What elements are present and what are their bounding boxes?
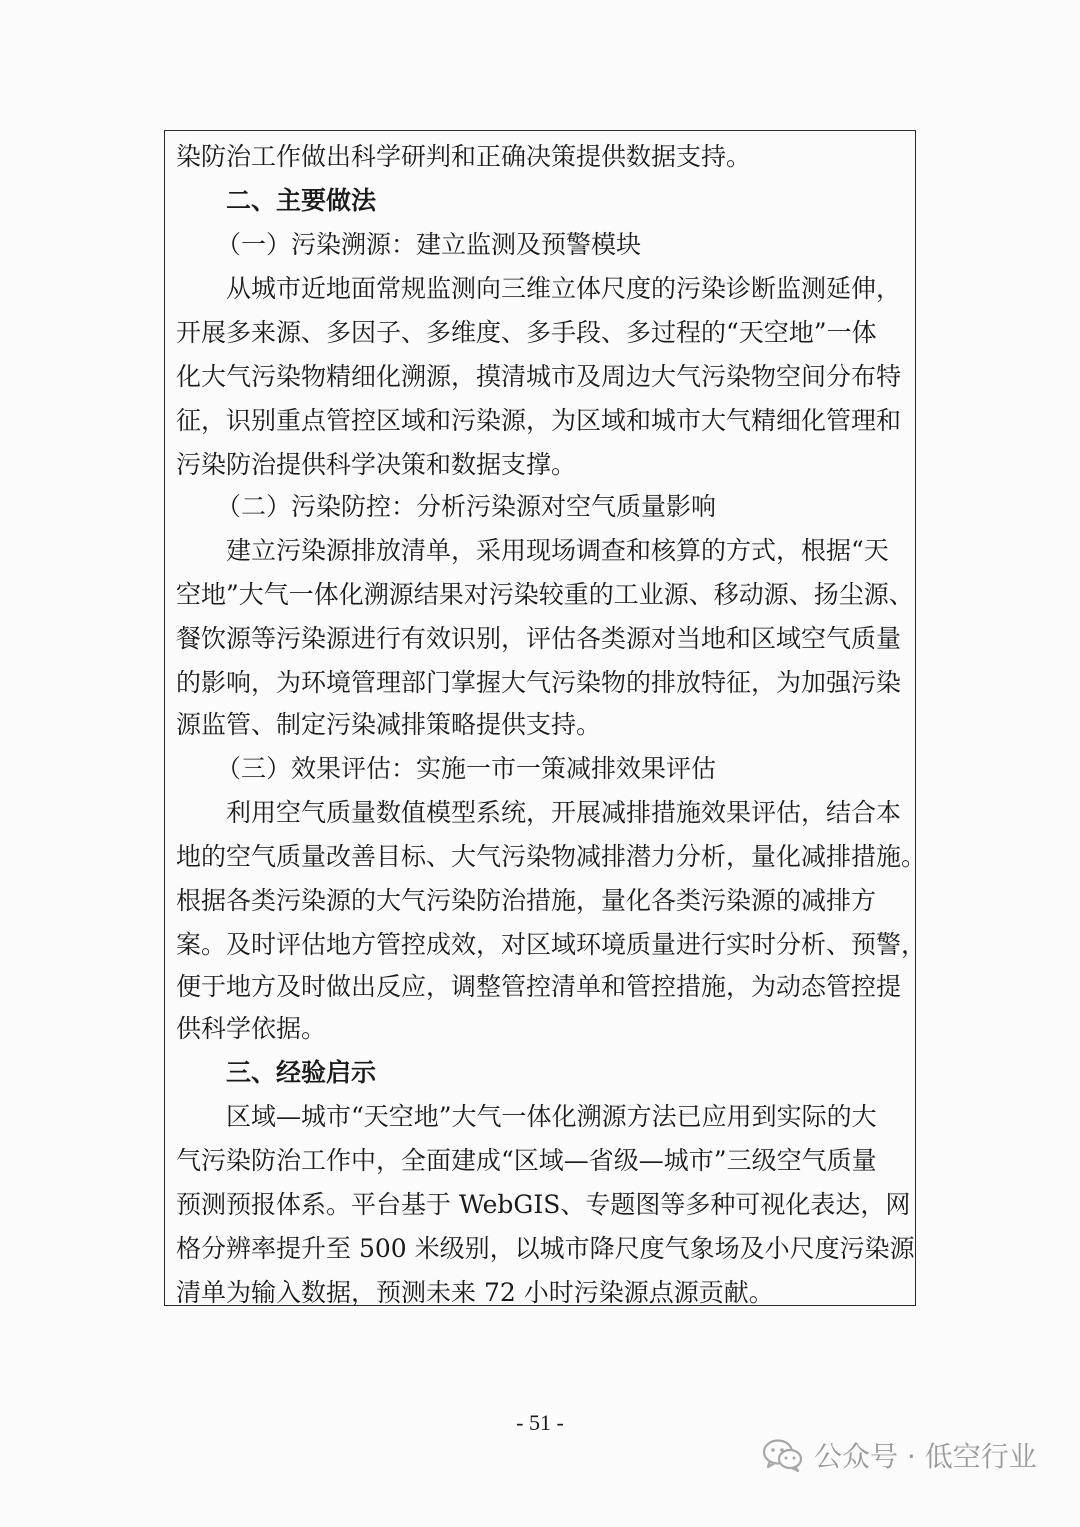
text-line: 染防治工作做出科学研判和正确决策提供数据支持。 <box>176 142 752 171</box>
watermark-text: 公众号 · 低空行业 <box>814 1440 1037 1473</box>
subsection-heading: （一）污染溯源：建立监测及预警模块 <box>216 230 642 259</box>
text-line: 建立污染源排放清单，采用现场调查和核算的方式，根据“天 <box>226 536 889 565</box>
text-line: 供科学依据。 <box>176 1014 327 1043</box>
watermark <box>762 1430 1037 1480</box>
text-line: 案。及时评估地方管控成效，对区域环境质量进行实时分析、预警， <box>176 930 927 959</box>
text-line: 的影响，为环境管理部门掌握大气污染物的排放特征，为加强污染 <box>176 668 902 697</box>
text-line: 利用空气质量数值模型系统，开展减排措施效果评估，结合本 <box>226 798 902 827</box>
text-line: 清单为输入数据，预测未来 72 小时污染源点源贡献。 <box>176 1278 774 1307</box>
text-line: 预测预报体系。平台基于 WebGIS、专题图等多种可视化表达，网 <box>176 1190 911 1219</box>
wechat-icon <box>762 1437 804 1473</box>
section-heading: 二、主要做法 <box>226 186 377 215</box>
text-line: 化大气污染物精细化溯源，摸清城市及周边大气污染物空间分布特 <box>176 362 902 391</box>
subsection-heading: （二）污染防控：分析污染源对空气质量影响 <box>216 492 717 521</box>
text-line: 区域—城市“天空地”大气一体化溯源方法已应用到实际的大 <box>226 1102 877 1131</box>
subsection-heading: （三）效果评估：实施一市一策减排效果评估 <box>216 754 717 783</box>
section-heading: 三、经验启示 <box>226 1058 377 1087</box>
text-line: 空地”大气一体化溯源结果对污染较重的工业源、移动源、扬尘源、 <box>176 580 914 609</box>
text-line: 根据各类污染源的大气污染防治措施，量化各类污染源的减排方 <box>176 886 877 915</box>
text-line: 气污染防治工作中，全面建成“区域—省级—城市”三级空气质量 <box>176 1146 877 1175</box>
text-line: 便于地方及时做出反应，调整管控清单和管控措施，为动态管控提 <box>176 972 902 1001</box>
text-line: 征，识别重点管控区域和污染源，为区域和城市大气精细化管理和 <box>176 406 902 435</box>
page-number: - 51 - <box>516 1410 564 1435</box>
text-line: 格分辨率提升至 500 米级别，以城市降尺度气象场及小尺度污染源 <box>176 1234 915 1263</box>
text-line: 源监管、制定污染减排策略提供支持。 <box>176 710 602 739</box>
text-line: 开展多来源、多因子、多维度、多手段、多过程的“天空地”一体 <box>176 318 877 347</box>
text-line: 地的空气质量改善目标、大气污染物减排潜力分析，量化减排措施。 <box>176 842 927 871</box>
text-line: 餐饮源等污染源进行有效识别，评估各类源对当地和区域空气质量 <box>176 624 902 653</box>
text-line: 从城市近地面常规监测向三维立体尺度的污染诊断监测延伸， <box>226 274 902 303</box>
text-line: 污染防治提供科学决策和数据支撑。 <box>176 450 577 479</box>
